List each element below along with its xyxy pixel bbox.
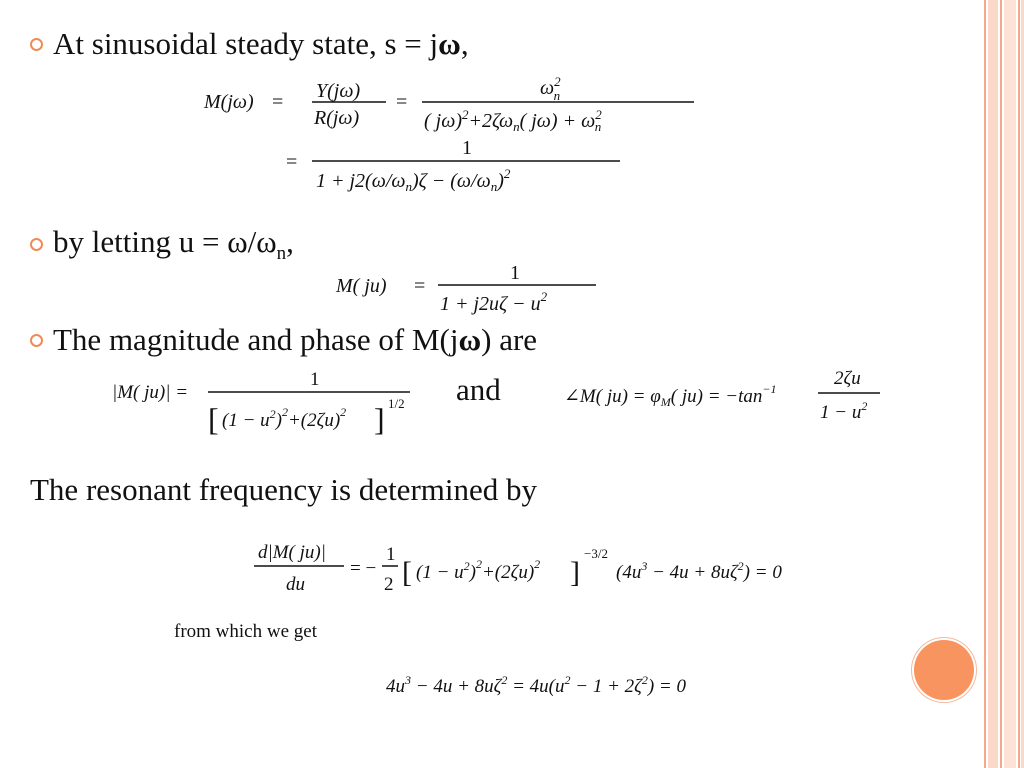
svg-text:= −: = − [350, 558, 377, 579]
svg-text:=: = [414, 275, 426, 297]
bullet-text-1: At sinusoidal steady state, s = jω, [53, 26, 469, 61]
svg-text:d|M( ju)|: d|M( ju)| [258, 542, 326, 563]
svg-text:1 + j2uζ − u2: $1 + j2u\zeta - u^2$ [440, 289, 548, 315]
bullet-icon [30, 38, 43, 51]
svg-text:|M( ju)| =: |M( ju)| = [112, 382, 189, 403]
svg-text:1: 1 [310, 369, 320, 390]
bullet-item-1 [30, 26, 469, 62]
svg-text:Y(jω): Y(jω) [316, 80, 361, 102]
and-text: and [456, 372, 501, 407]
svg-text:]: ] [374, 401, 385, 437]
resonant-frequency-text: The resonant frequency is determined by [30, 472, 538, 507]
svg-text:1 + j2(ω/ωn)ζ − (ω/ωn)2: $1 + j2(\omega/\omega_n)\zeta - (\omega/\omega_n)^2$ [316, 166, 511, 194]
svg-text:( jω)2+2ζωn( jω) + ω2n: ( $j\omega)^2+2\zeta\omega_n$( $j\omega) + \omega^2$ n [424, 107, 602, 134]
equation-m-jw [200, 72, 700, 202]
bullet-item-3 [30, 322, 537, 358]
svg-text:[: [ [402, 556, 412, 589]
svg-text:2ζu: 2ζu [834, 368, 861, 389]
svg-text:ω2n: $\omega^2$ n [540, 74, 561, 103]
equation-magnitude [110, 366, 430, 450]
bullet-item-2 [30, 224, 294, 265]
from-which-text: from which we get [174, 621, 317, 642]
svg-text:(1 − u2)2+(2ζu)2: $(1 - u^2)^2+(2\zeta u)^2$ [222, 405, 347, 431]
bullet-icon [30, 238, 43, 251]
svg-text:M( ju): M( ju) [336, 275, 387, 297]
svg-text:M(jω): M(jω) [204, 91, 254, 113]
svg-text:=: = [396, 91, 408, 113]
svg-text:]: ] [570, 556, 580, 589]
svg-text:[: [ [208, 401, 219, 437]
svg-text:4u3 − 4u + 8uζ2 = 4u(u2 − 1 +: $4u^3 - 4u + 8u\zeta^2 = 4u(u^2 - 1 + 2\zeta^2) = 0$ [386, 673, 686, 697]
svg-text:2: 2 [384, 574, 394, 595]
svg-text:(4u3 − 4u + 8uζ2) = 0: $(4u^3 - 4u + 8u\zeta^2) = 0$ [616, 559, 782, 583]
svg-text:=: = [272, 91, 284, 113]
bullet-text-3: The magnitude and phase of M(jω) are [53, 322, 538, 357]
svg-text:1: 1 [510, 262, 520, 284]
bullet-icon [30, 334, 43, 347]
svg-text:du: du [286, 574, 305, 595]
svg-text:1 − u2: $1 - u^2$ [820, 399, 868, 423]
svg-text:R(jω): R(jω) [314, 107, 360, 129]
decorative-stripes [984, 0, 1024, 768]
equation-derivative [252, 536, 862, 602]
svg-text:1: 1 [386, 544, 396, 565]
equation-m-ju [334, 258, 604, 318]
decorative-circle [914, 640, 974, 700]
svg-text:1/2: 1/2 [388, 396, 405, 411]
svg-text:=: = [286, 151, 298, 173]
svg-text:1: 1 [462, 137, 472, 159]
svg-text:−3/2: −3/2 [584, 546, 608, 561]
equation-phase [562, 366, 892, 436]
svg-text:(1 − u2)2+(2ζu)2: $(1 - u^2)^2+(2\zeta u)^2$ [416, 557, 541, 583]
equation-result [384, 668, 784, 704]
bullet-text-2: by letting $u = \omega/\omega_n$, [53, 224, 294, 265]
svg-text:∠M( ju) = φM( ju) = −tan−1: ∠M( $ju) = \varphi_M$( $ju) = -\tan^{-1}$ [564, 382, 777, 409]
